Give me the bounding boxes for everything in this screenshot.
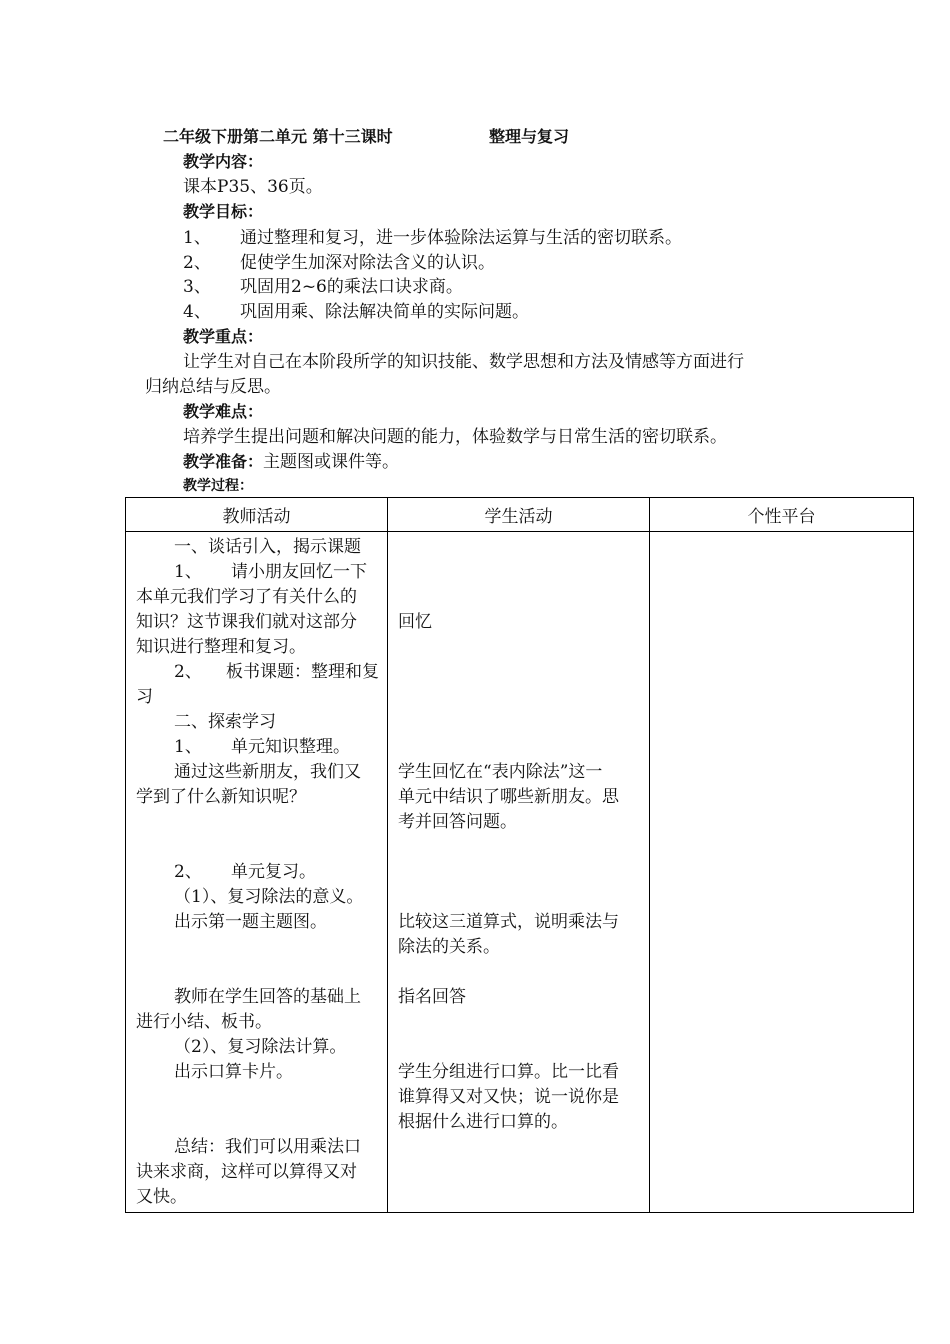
goals-label: 教学目标： bbox=[183, 202, 264, 221]
student-line: 比较这三道算式，说明乘法与 bbox=[398, 912, 619, 932]
table-header-row bbox=[126, 498, 914, 532]
student-line: 指名回答 bbox=[398, 987, 466, 1007]
student-line: 除法的关系。 bbox=[398, 937, 500, 957]
lesson-title-left: 二年级下册第二单元 第十三课时 bbox=[163, 127, 393, 146]
key-text-line1: 让学生对自己在本阶段所学的知识技能、数学思想和方法及情感等方面进行 bbox=[183, 352, 744, 372]
teacher-line bbox=[174, 860, 316, 884]
teacher-line: 教师在学生回答的基础上 bbox=[174, 987, 361, 1007]
teacher-text: 单元知识整理。 bbox=[231, 737, 350, 757]
goal-item bbox=[183, 300, 529, 324]
student-line: 学生回忆在“表内除法”这一 bbox=[398, 762, 603, 782]
teacher-line: 通过这些新朋友，我们又 bbox=[174, 762, 361, 782]
process-table bbox=[125, 497, 914, 1213]
header-student: 学生活动 bbox=[388, 498, 650, 532]
content-text: 课本P35、36页。 bbox=[183, 177, 323, 197]
goal-number: 2、 bbox=[183, 253, 211, 273]
teacher-text: 请小朋友回忆一下 bbox=[231, 562, 367, 582]
student-line: 考并回答问题。 bbox=[398, 812, 517, 832]
prep-text: 主题图或课件等。 bbox=[263, 452, 400, 472]
teacher-line: 二、探索学习 bbox=[174, 712, 276, 732]
teacher-line: 学到了什么新知识呢？ bbox=[136, 787, 306, 807]
table-row bbox=[126, 532, 914, 1213]
teacher-line: 出示第一题主题图。 bbox=[174, 912, 327, 932]
teacher-text: 板书课题：整理和复 bbox=[226, 662, 379, 682]
teacher-num: 1、 bbox=[174, 562, 202, 582]
teacher-line: 进行小结、板书。 bbox=[136, 1012, 272, 1032]
student-line: 单元中结识了哪些新朋友。思 bbox=[398, 787, 619, 807]
teacher-line: 总结：我们可以用乘法口 bbox=[174, 1137, 361, 1157]
student-line: 学生分组进行口算。比一比看 bbox=[398, 1062, 619, 1082]
teacher-num: 1、 bbox=[174, 737, 202, 757]
student-cell bbox=[388, 532, 650, 1213]
key-text-line2: 归纳总结与反思。 bbox=[145, 377, 281, 397]
teacher-num: 2、 bbox=[174, 662, 202, 682]
key-label: 教学重点： bbox=[183, 327, 264, 346]
goal-text: 促使学生加深对除法含义的认识。 bbox=[240, 253, 495, 273]
prep-label: 教学准备： bbox=[183, 452, 264, 471]
teacher-text: 单元复习。 bbox=[231, 862, 316, 882]
difficulty-text: 培养学生提出问题和解决问题的能力，体验数学与日常生活的密切联系。 bbox=[183, 427, 727, 447]
prep-line bbox=[183, 450, 399, 474]
header-platform: 个性平台 bbox=[650, 498, 914, 532]
teacher-line: 诀来求商，这样可以算得又对 bbox=[136, 1162, 357, 1182]
teacher-line: （2）、复习除法计算。 bbox=[174, 1037, 347, 1057]
teacher-line bbox=[174, 560, 367, 584]
student-line: 谁算得又对又快；说一说你是 bbox=[398, 1087, 619, 1107]
teacher-line: 知识进行整理和复习。 bbox=[136, 637, 306, 657]
teacher-line: 又快。 bbox=[136, 1187, 187, 1207]
goal-item bbox=[183, 275, 463, 299]
teacher-line: 知识？这节课我们就对这部分 bbox=[136, 612, 357, 632]
platform-cell bbox=[650, 532, 914, 1213]
student-line: 根据什么进行口算的。 bbox=[398, 1112, 568, 1132]
teacher-line bbox=[174, 660, 379, 684]
goal-text: 巩固用2~6的乘法口诀求商。 bbox=[240, 277, 463, 297]
goal-number: 4、 bbox=[183, 302, 211, 322]
goal-text: 通过整理和复习，进一步体验除法运算与生活的密切联系。 bbox=[240, 228, 682, 248]
teacher-cell bbox=[126, 532, 388, 1213]
teacher-line: 习 bbox=[136, 687, 153, 707]
difficulty-label: 教学难点： bbox=[183, 402, 264, 421]
header-teacher: 教师活动 bbox=[126, 498, 388, 532]
teacher-line bbox=[174, 735, 350, 759]
lesson-title bbox=[163, 125, 393, 149]
teacher-line: 一、谈话引入，揭示课题 bbox=[174, 537, 361, 557]
goal-item bbox=[183, 226, 682, 250]
goal-item bbox=[183, 251, 495, 275]
process-label: 教学过程： bbox=[183, 478, 253, 494]
teacher-line: （1）、复习除法的意义。 bbox=[174, 887, 364, 907]
teacher-line: 本单元我们学习了有关什么的 bbox=[136, 587, 357, 607]
goal-number: 1、 bbox=[183, 228, 211, 248]
goal-number: 3、 bbox=[183, 277, 211, 297]
student-line: 回忆 bbox=[398, 612, 432, 632]
lesson-title-topic: 整理与复习 bbox=[489, 127, 570, 146]
teacher-line: 出示口算卡片。 bbox=[174, 1062, 293, 1082]
teacher-num: 2、 bbox=[174, 862, 202, 882]
content-label: 教学内容： bbox=[183, 152, 264, 171]
goal-text: 巩固用乘、除法解决简单的实际问题。 bbox=[240, 302, 529, 322]
